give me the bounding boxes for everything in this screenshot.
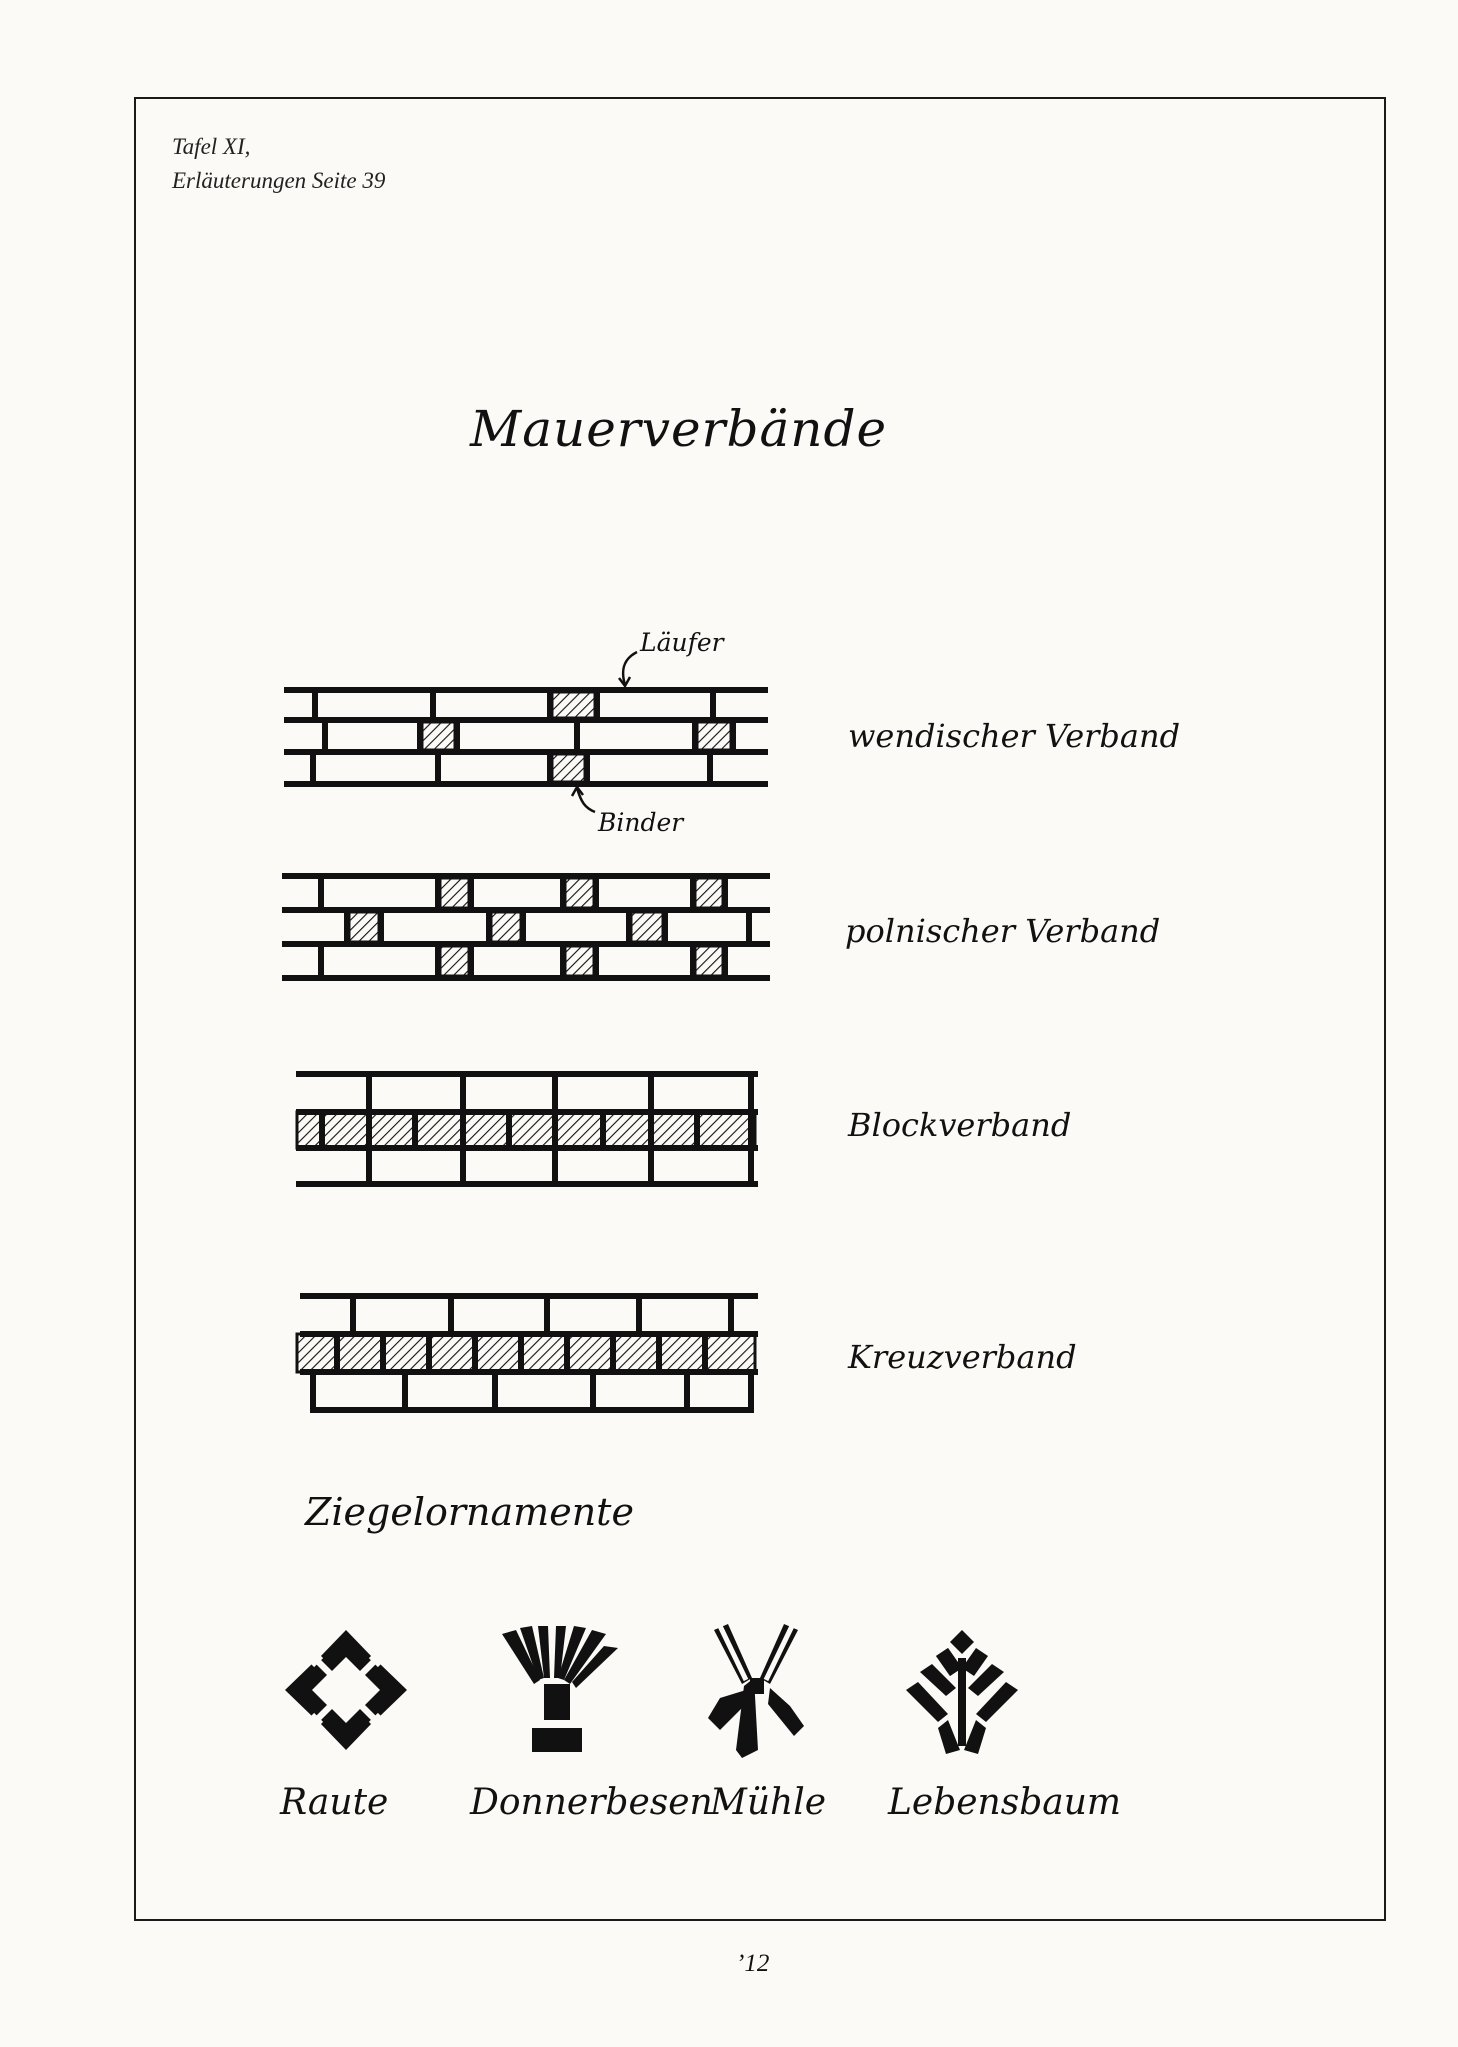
block-bond-label: Blockverband [848,1106,1072,1144]
raute-label: Raute [280,1782,389,1823]
page-number: ’12 [736,1950,770,1977]
ornaments-title: Ziegelornamente [305,1490,634,1534]
diamond-icon [283,1628,409,1752]
donnerbesen-label: Donnerbesen [470,1782,713,1823]
broom-icon [500,1622,620,1756]
muehle-label: Mühle [710,1782,827,1823]
plate-number: Tafel XI, [172,134,251,159]
cross-bond-label: Kreuzverband [848,1338,1077,1376]
hatched-brick [697,722,731,750]
plate-reference [172,130,385,198]
hatched-brick [422,722,455,750]
laufer-label: Läufer [640,628,724,657]
laufer-brick [552,692,595,718]
page-title: Mauerverbände [470,400,888,458]
tree-of-life-icon [902,1628,1022,1756]
cross-bond-diagram [295,1286,760,1416]
binder-brick [552,754,585,782]
polish-bond-label: polnischer Verband [845,912,1161,950]
block-bond-diagram [295,1066,760,1188]
lebensbaum-label: Lebensbaum [888,1782,1122,1823]
explanation-reference: Erläuterungen Seite 39 [172,168,386,193]
windmill-icon [706,1620,806,1762]
wendish-bond-label: wendischer Verband [848,717,1181,755]
polish-bond-diagram [283,868,767,984]
wendish-bond-diagram [285,680,765,790]
binder-label: Binder [598,808,684,837]
